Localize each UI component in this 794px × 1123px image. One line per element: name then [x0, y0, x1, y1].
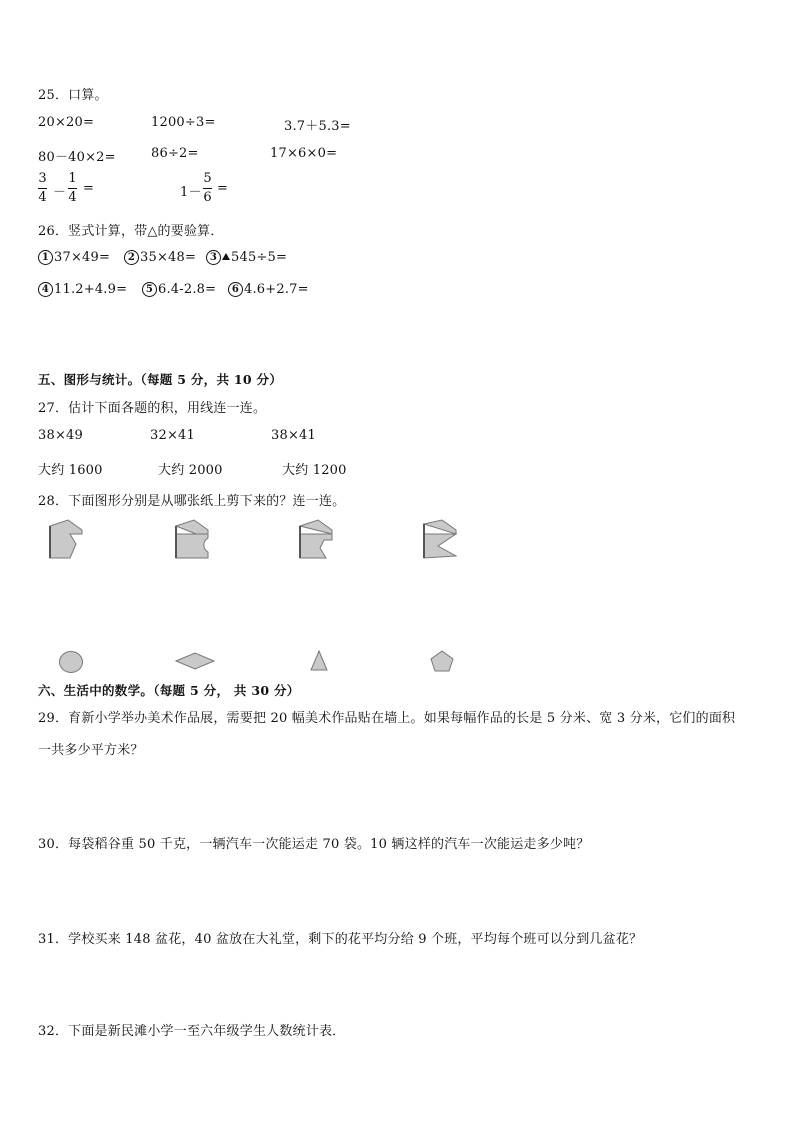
numerator: 3 [38, 171, 47, 186]
item-number: 2 [124, 250, 139, 265]
q27-product: 38×41 [271, 428, 316, 443]
lead: 1－ [180, 185, 202, 200]
q26-item [142, 282, 216, 297]
denominator: 4 [38, 190, 47, 205]
q25-item: 80－40×2= [38, 150, 116, 165]
q25-item: 20×20= [38, 115, 95, 130]
item-number: 1 [38, 250, 53, 265]
item-text: 4.6+2.7= [244, 282, 309, 297]
fraction-bar [203, 188, 212, 189]
folded-paper-semicircle [174, 518, 214, 564]
q26-item [228, 282, 309, 297]
item-number: 3 [206, 250, 221, 265]
q29-line2: 一共多少平方米？ [38, 743, 144, 758]
q27-product: 32×41 [150, 428, 195, 443]
equals: = [217, 181, 229, 196]
q28-title: 28．下面图形分别是从哪张纸上剪下来的？连一连。 [38, 494, 346, 509]
q27-estimate: 大约 1200 [282, 463, 347, 478]
section-6-title: 六、生活中的数学。（每题 5 分， 共 30 分） [38, 683, 300, 698]
item-text: 545÷5= [231, 250, 288, 265]
q26-item [38, 282, 127, 297]
fraction-bar [38, 188, 47, 189]
rhombus-shape [175, 652, 215, 670]
q25-item: 3.7＋5.3= [284, 119, 351, 134]
item-number: 5 [142, 282, 157, 297]
q25-item: 1200÷3= [151, 115, 216, 130]
folded-paper-triangle [422, 518, 462, 564]
numerator: 1 [68, 171, 77, 186]
q27-product: 38×49 [38, 428, 83, 443]
item-text: 35×48= [140, 250, 197, 265]
q32-text: 32．下面是新民滩小学一至六年级学生人数统计表． [38, 1024, 346, 1039]
numerator: 5 [203, 171, 212, 186]
q27-estimate: 大约 1600 [38, 463, 103, 478]
fraction [203, 172, 212, 205]
operator: － [53, 185, 67, 200]
equals: = [83, 181, 95, 196]
fraction [68, 172, 77, 205]
pentagon-shape [430, 650, 454, 672]
item-text: 6.4-2.8= [158, 282, 217, 297]
q26-item [38, 250, 110, 265]
circle-shape [58, 650, 84, 674]
item-text: 11.2+4.9= [54, 282, 128, 297]
q27-title: 27．估计下面各题的积，用线连一连。 [38, 401, 267, 416]
item-number: 4 [38, 282, 53, 297]
fraction-bar [68, 188, 77, 189]
q25-item: 86÷2= [151, 146, 199, 161]
denominator: 4 [68, 190, 77, 205]
q27-estimate: 大约 2000 [158, 463, 223, 478]
q25-item: 17×6×0= [270, 146, 338, 161]
denominator: 6 [203, 190, 212, 205]
triangle-check-mark-icon [222, 253, 230, 260]
section-5-title: 五、图形与统计。（每题 5 分，共 10 分） [38, 372, 283, 387]
item-number: 6 [228, 282, 243, 297]
q26-title: 26．竖式计算，带△的要验算． [38, 224, 224, 239]
q29-line1: 29．育新小学举办美术作品展，需要把 20 幅美术作品贴在墙上。如果每幅作品的长是 5 分米、宽 3 分米，它们的面积 [38, 711, 736, 726]
q26-item [206, 250, 287, 265]
item-text: 37×49= [54, 250, 111, 265]
folded-paper-notch [298, 518, 338, 564]
q31-text: 31．学校买来 148 盆花，40 盆放在大礼堂，剩下的花平均分给 9 个班，平均每个班可以分到几盆花？ [38, 932, 643, 947]
q26-item [124, 250, 196, 265]
fraction [38, 172, 47, 205]
triangle-shape [309, 650, 329, 672]
folded-paper-zigzag [48, 518, 88, 564]
q30-text: 30．每袋稻谷重 50 千克，一辆汽车一次能运走 70 袋。10 辆这样的汽车一次能运走多少吨？ [38, 837, 590, 852]
q25-title: 25．口算。 [38, 88, 108, 103]
